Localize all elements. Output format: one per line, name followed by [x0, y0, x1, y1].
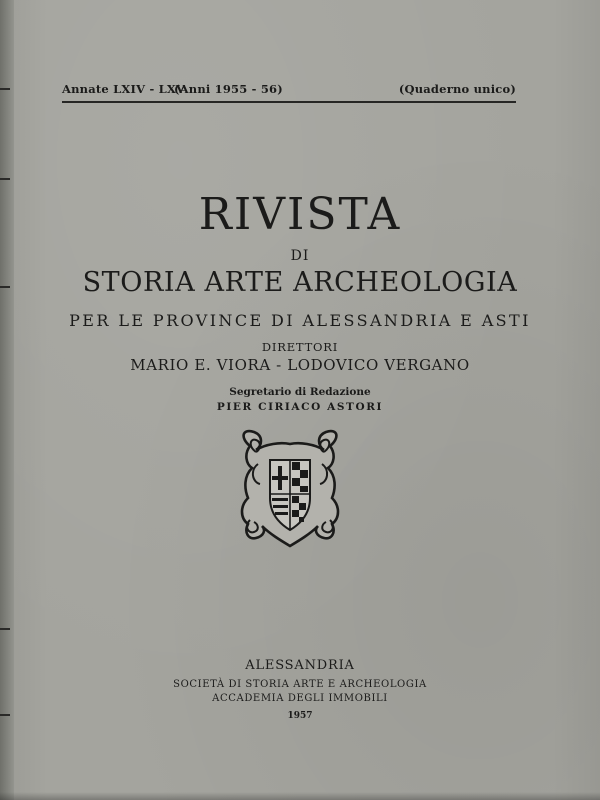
publisher-society: SOCIETÀ DI STORIA ARTE E ARCHEOLOGIA	[173, 679, 427, 690]
provinces-line: PER LE PROVINCE DI ALESSANDRIA E ASTI	[69, 311, 531, 330]
issue-label: (Quaderno unico)	[398, 82, 516, 96]
volume-label: Annate LXIV - LXV	[62, 82, 186, 96]
title-connector: DI	[290, 248, 310, 264]
publication-year: 1957	[287, 711, 313, 721]
cover-header	[62, 82, 516, 100]
years-label: (Anni 1955 - 56)	[174, 82, 283, 96]
editors-label: DIRETTORI	[261, 340, 339, 354]
binding-mark	[0, 178, 10, 180]
binding-mark	[0, 628, 10, 630]
binding-mark	[0, 88, 10, 90]
editors-names: MARIO E. VIORA - LODOVICO VERGANO	[130, 356, 470, 374]
publisher-academy: ACCADEMIA DEGLI IMMOBILI	[212, 693, 388, 704]
publisher-city: ALESSANDRIA	[245, 658, 355, 673]
secretary-name: PIER CIRIACO ASTORI	[216, 401, 384, 413]
coat-of-arms-emblem-icon	[236, 428, 344, 550]
journal-title: RIVISTA	[198, 189, 402, 240]
header-divider	[62, 101, 516, 103]
journal-subtitle: STORIA ARTE ARCHEOLOGIA	[82, 267, 518, 298]
secretary-label: Segretario di Redazione	[229, 386, 371, 398]
page-shadow	[0, 792, 600, 800]
